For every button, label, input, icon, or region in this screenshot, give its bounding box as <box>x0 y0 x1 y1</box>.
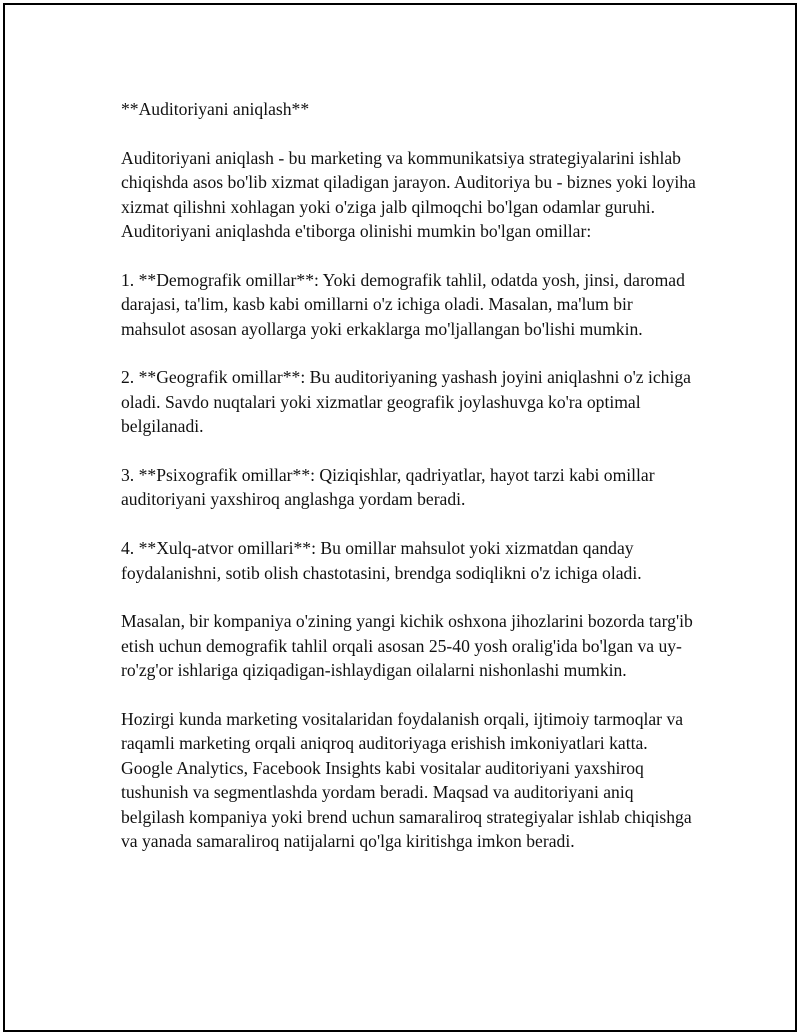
conclusion-paragraph: Hozirgi kunda marketing vositalaridan foydalanish orqali, ijtimoiy tarmoqlar va raqamli marketing orqali aniqroq auditoriyaga erishish imkoniyatlari katta. Google Analytics, Facebook Insights kabi vositalar auditoriyani yaxshiroq tushunish va segmentlashda yordam beradi. Maqsad va auditoriyani aniq belgilash kompaniya yoki brend uchun samaraliroq strategiyalar ishlab chiqishga va yanada samaraliroq natijalarni qo'lga kiritishga imkon beradi. <box>121 709 692 852</box>
list-item-psychographic: 3. **Psixografik omillar**: Qiziqishlar, qadriyatlar, hayot tarzi kabi omillar auditoriyani yaxshiroq anglashga yordam beradi. <box>121 465 655 510</box>
document-body <box>121 97 701 878</box>
list-item-geographic: 2. **Geografik omillar**: Bu auditoriyaning yashash joyini aniqlashni o'z ichiga oladi. Savdo nuqtalari yoki xizmatlar geografik joylashuvga ko'ra optimal belgilanadi. <box>121 367 691 437</box>
document-page <box>3 3 797 1032</box>
example-paragraph: Masalan, bir kompaniya o'zining yangi kichik oshxona jihozlarini bozorda targ'ib etish uchun demografik tahlil orqali asosan 25-40 yosh oralig'ida bo'lgan va uy-ro'zg'or ishlariga qiziqadigan-ishlaydigan oilalarni nishonlashi mumkin. <box>121 611 693 681</box>
list-item-behavioral: 4. **Xulq-atvor omillari**: Bu omillar mahsulot yoki xizmatdan qanday foydalanishni, sotib olish chastotasini, brendga sodiqlikni o'z ichiga oladi. <box>121 538 642 583</box>
list-item-demographic: 1. **Demografik omillar**: Yoki demografik tahlil, odatda yosh, jinsi, daromad darajasi, ta'lim, kasb kabi omillarni o'z ichiga oladi. Masalan, ma'lum bir mahsulot asosan ayollarga yoki erkaklarga mo'ljallangan bo'lishi mumkin. <box>121 269 685 339</box>
document-title: **Auditoriyani aniqlash** <box>121 99 310 119</box>
intro-paragraph: Auditoriyani aniqlash - bu marketing va kommunikatsiya strategiyalarini ishlab chiqishda asos bo'lib xizmat qiladigan jarayon. Auditoriya bu - biznes yoki loyiha xizmat qilishni xohlagan yoki o'ziga jalb qilmoqchi bo'lgan odamlar guruhi. Auditoriyani aniqlashda e'tiborga olinishi mumkin bo'lgan omillar: <box>121 147 696 242</box>
